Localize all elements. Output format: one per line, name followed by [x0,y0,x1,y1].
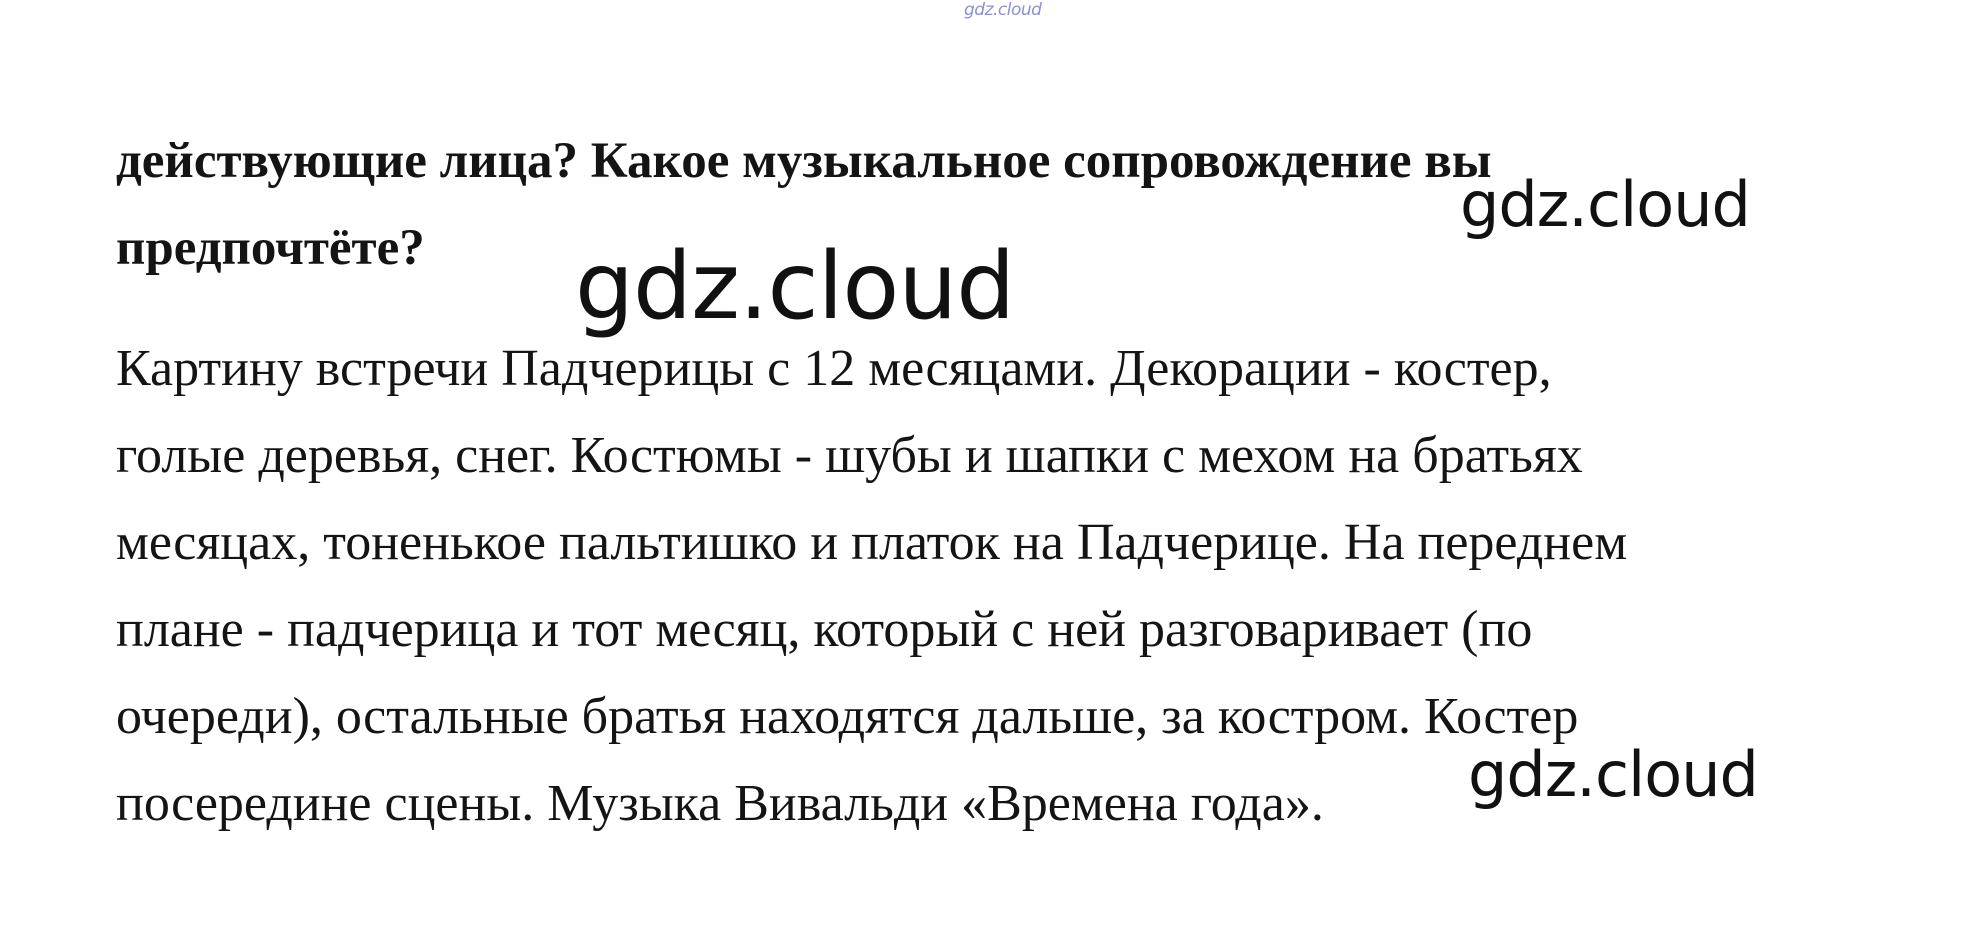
question-line: предпочтёте? [116,220,425,276]
question-line: действующие лица? Какое музыкальное сопровождение вы [116,133,1492,189]
answer-line: голые деревья, снег. Костюмы - шубы и шапки с мехом на братьях [116,427,1583,484]
answer-line: посередине сцены. Музыка Вивальди «Времена года». [116,775,1324,832]
top-watermark: gdz.cloud [964,0,1042,20]
answer-line: очереди), остальные братья находятся дальше, за костром. Костер [116,688,1579,745]
watermark-right-upper: gdz.cloud [1460,168,1750,241]
watermark-right-lower: gdz.cloud [1468,738,1758,811]
answer-line: плане - падчерица и тот месяц, который с ней разговаривает (по [116,601,1533,658]
answer-line: месяцах, тоненькое пальтишко и платок на Падчерице. На переднем [116,514,1628,571]
watermark-center: gdz.cloud [575,232,1015,340]
answer-line: Картину встречи Падчерицы с 12 месяцами. Декорации - костер, [116,340,1552,397]
